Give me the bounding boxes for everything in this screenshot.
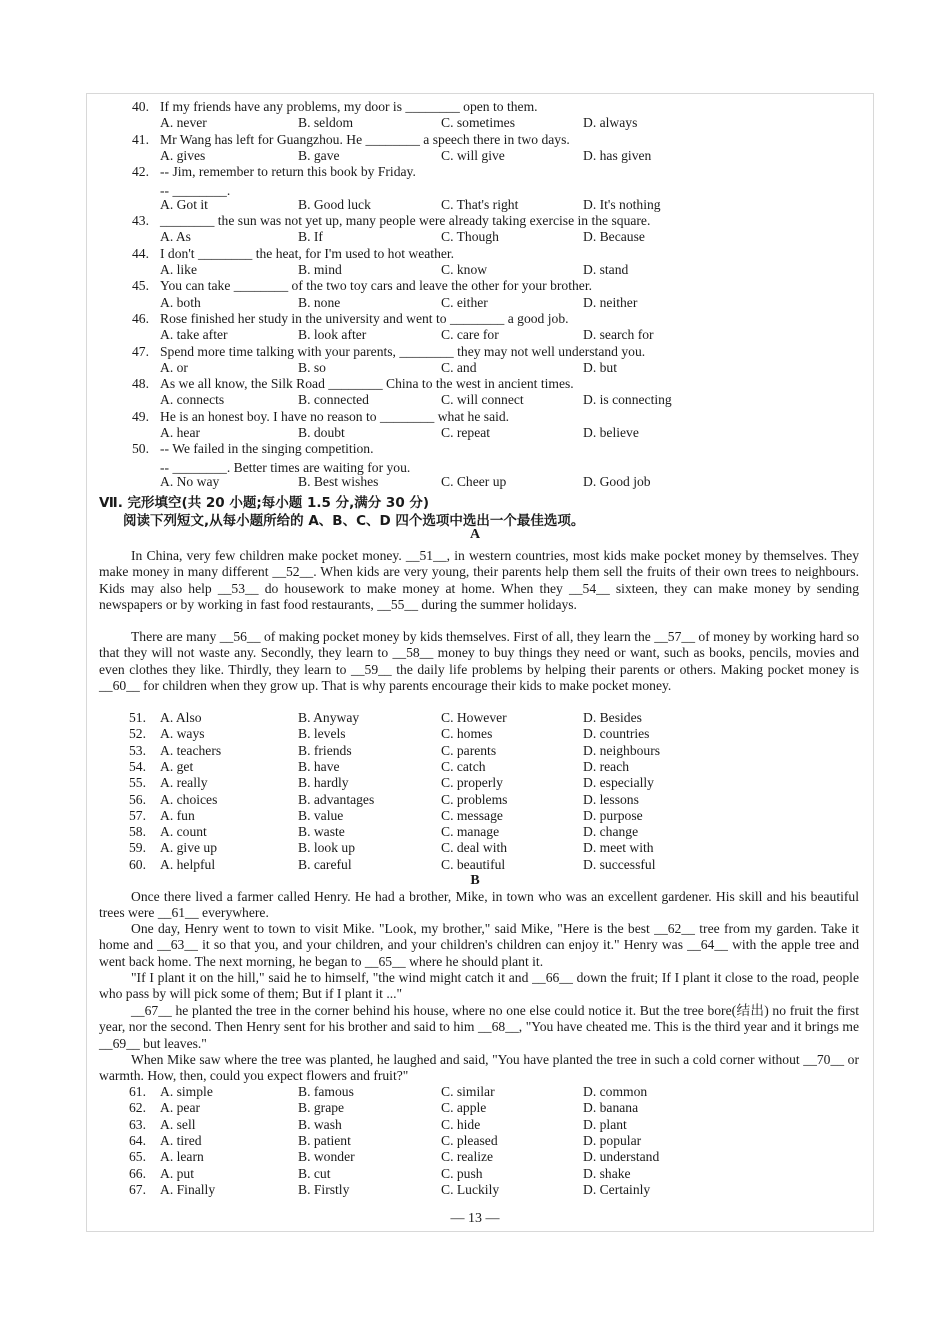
answer-option: C. know [441,262,488,277]
option-number: 53. [129,742,146,758]
answer-option: C. repeat [441,425,491,440]
answer-option: D. Because [583,229,645,245]
question-number: 45. [132,278,149,294]
answer-option: D. Besides [583,710,642,725]
answer-option: A. As [160,229,191,245]
page-number: — 13 — [450,1211,500,1226]
answer-option: C. hide [441,1116,481,1132]
answer-option: D. meet with [583,840,654,856]
answer-option: B. grape [298,1100,345,1116]
question-number: 41. [132,131,149,147]
answer-option: C. However [441,710,507,725]
question-number: 43. [132,213,149,229]
answer-option: B. Firstly [298,1181,350,1197]
answer-option: C. Cheer up [441,473,507,489]
answer-option: C. catch [441,758,486,774]
answer-option: A. get [160,758,194,774]
answer-option: D. shake [583,1165,631,1181]
answer-option: C. pleased [441,1132,498,1148]
answer-option: A. never [160,115,207,131]
answer-option: D. especially [583,775,654,791]
answer-option: A. count [160,824,207,840]
answer-option: C. properly [441,775,503,791]
passage-a-paragraph-2: There are many __56__ of making pocket money by kids themselves. First of all, they learn the __57__ of money by working hard so that they will not waste any. Secondly, they learn to __58__ money to buy things they need or want, such as books, pencils, movies and even clothes they like. Thirdly, they learn to __59__ the daily life problems by helping their parents or others. Making pocket money is __60__ for children when they grow up. That is why parents encourage their kids to make pocket money. [99,629,859,693]
answer-option: A. fun [160,807,195,823]
answer-option: B. wash [298,1116,342,1132]
answer-option: B. value [298,807,344,823]
option-number: 60. [129,856,146,872]
answer-option: D. common [583,1084,648,1099]
answer-option: A. Also [160,710,202,725]
section-title: Ⅶ. 完形填空(共 20 小题;每小题 1.5 分,满分 30 分) [99,495,430,511]
passage-a-label: A [469,527,481,542]
option-number: 54. [129,758,146,774]
answer-option: B. none [298,294,341,310]
answer-option: C. either [441,294,488,310]
answer-option: D. reach [583,758,630,774]
option-number: 51. [129,710,146,725]
option-number: 56. [129,791,146,807]
answer-option: B. look after [298,327,367,343]
answer-option: B. levels [298,726,346,742]
option-number: 64. [129,1132,146,1148]
option-number: 63. [129,1116,146,1132]
answer-option: A. give up [160,840,218,856]
passage-b-paragraph-5: When Mike saw where the tree was planted, he laughed and said, "You have planted the tree in such a cold corner without __70__ or warmth. How, then, could you expect flowers and fruit?" [99,1052,859,1084]
option-number: 65. [129,1149,146,1165]
passage-b-label: B [470,873,480,888]
answer-option: A. No way [160,473,220,489]
answer-option: D. neighbours [583,742,661,758]
answer-option: A. Got it [160,196,208,212]
answer-option: B. patient [298,1132,351,1148]
answer-option: A. sell [160,1116,196,1132]
answer-option: A. gives [160,147,206,163]
answer-option: A. Finally [160,1181,216,1197]
answer-option: D. understand [583,1149,660,1165]
answer-option: B. seldom [298,115,354,131]
option-number: 61. [129,1084,146,1099]
passage-b-paragraph-1: Once there lived a farmer called Henry. He had a brother, Mike, in town who was an excellent gardener. His skill and his beautiful trees were __61__ everywhere. [99,889,859,921]
question-stem: You can take ________ of the two toy cars and leave the other for your brother. [160,278,592,294]
option-number: 66. [129,1165,146,1181]
answer-option: D. neither [583,294,638,310]
answer-option: D. believe [583,425,639,440]
option-number: 62. [129,1100,146,1116]
answer-option: B. gave [298,147,340,163]
answer-option: D. change [583,824,639,840]
answer-option: A. like [160,262,197,277]
answer-option: A. simple [160,1084,213,1099]
option-number: 52. [129,726,146,742]
answer-option: D. is connecting [583,392,672,408]
answer-option: C. deal with [441,840,508,856]
answer-option: B. connected [298,392,369,408]
answer-option: B. hardly [298,775,349,791]
option-number: 57. [129,807,146,823]
answer-option: B. so [298,359,326,375]
question-stem-reply: -- ________. Better times are waiting for you. [160,459,411,475]
answer-option: C. parents [441,742,497,758]
answer-option: B. waste [298,824,345,840]
answer-option: D. search for [583,327,654,343]
answer-option: D. popular [583,1132,642,1148]
answer-option: B. famous [298,1084,354,1099]
answer-option: C. beautiful [441,856,506,872]
question-stem-reply: -- ________. [160,182,231,198]
question-stem: ________ the sun was not yet up, many people were already taking exercise in the square. [160,213,651,229]
answer-option: B. careful [298,856,352,872]
question-stem: I don't ________ the heat, for I'm used to hot weather. [160,245,455,261]
question-number: 46. [132,310,149,326]
question-number: 40. [132,99,149,114]
answer-option: C. homes [441,726,493,742]
passage-b-paragraph-3: "If I plant it on the hill," said he to himself, "the wind might catch it and __66__ down the fruit; If I plant it close to the road, people who pass by will pick some of them; But if I plant it ..." [99,970,859,1002]
answer-option: D. successful [583,856,656,872]
answer-option: C. care for [441,327,499,343]
answer-option: A. or [160,359,188,375]
answer-option: A. helpful [160,856,216,872]
answer-option: B. wonder [298,1149,355,1165]
answer-option: A. put [160,1165,194,1181]
answer-option: C. will connect [441,392,524,408]
answer-option: C. That's right [441,196,519,212]
answer-option: B. advantages [298,791,375,807]
answer-option: A. pear [160,1100,201,1116]
option-number: 58. [129,824,146,840]
answer-option: C. sometimes [441,115,516,131]
question-stem: -- Jim, remember to return this book by Friday. [160,164,416,180]
answer-option: A. both [160,294,201,310]
answer-option: D. purpose [583,807,643,823]
option-number: 67. [129,1181,146,1197]
answer-option: B. If [298,229,323,245]
passage-b-paragraph-2: One day, Henry went to town to visit Mike. "Look, my brother," said Mike, "Here is the best __62__ tree from my garden. Take it home and __63__ it so that you, and your children, and your children's children can enjoy it." Henry was __64__ with the apple tree and went back home. The next morning, he began to __65__ where he should plant it. [99,921,859,969]
answer-option: A. connects [160,392,225,408]
passage-a-paragraph-1: In China, very few children make pocket money. __51__, in western countries, most kids make pocket money by themselves. They make money in many different __52__. When kids are very young, their parents help them sell the fruits of their own trees to neighbours. Kids may also help __53__ do housework to make money at home. When they __54__ sixteen, they can make money by sending newspapers or by working in fast food restaurants, __55__ during the summer holidays. [99,548,859,612]
answer-option: D. plant [583,1116,627,1132]
answer-option: B. friends [298,742,352,758]
answer-option: C. push [441,1165,483,1181]
answer-option: D. Good job [583,473,651,489]
answer-option: C. and [441,359,477,375]
answer-option: A. hear [160,425,201,440]
answer-option: D. banana [583,1100,639,1116]
answer-option: C. problems [441,791,508,807]
answer-option: C. Luckily [441,1181,500,1197]
section-instruction: 阅读下列短文,从每小题所给的 A、B、C、D 四个选项中选出一个最佳选项。 [123,513,585,529]
answer-option: C. message [441,807,503,823]
question-stem: He is an honest boy. I have no reason to ________ what he said. [160,408,510,424]
answer-option: D. Certainly [583,1181,651,1197]
answer-option: C. manage [441,824,500,840]
answer-option: D. It's nothing [583,196,661,212]
passage-b-paragraph-4: __67__ he planted the tree in the corner behind his house, where no one else could notice it. But the tree bore(结出) no fruit the first year, nor the second. Then Henry sent for his brother and said to him __68__, "You have cheated me. This is the third year and it brings me __69__ but leaves." [99,1003,859,1051]
answer-option: A. tired [160,1132,202,1148]
option-number: 59. [129,840,146,856]
answer-option: C. will give [441,147,505,163]
answer-option: B. cut [298,1165,331,1181]
question-stem: As we all know, the Silk Road ________ China to the west in ancient times. [160,376,574,392]
option-number: 55. [129,775,146,791]
question-stem: Rose finished her study in the university and went to ________ a good job. [160,310,569,326]
answer-option: A. really [160,775,208,791]
answer-option: D. countries [583,726,650,742]
question-number: 49. [132,408,149,424]
question-stem: Spend more time talking with your parents, ________ they may not well understand you. [160,343,646,359]
answer-option: A. learn [160,1149,204,1165]
answer-option: D. stand [583,262,629,277]
answer-option: A. choices [160,791,218,807]
answer-option: C. similar [441,1084,495,1099]
answer-option: B. mind [298,262,342,277]
question-number: 50. [132,441,149,457]
answer-option: D. lessons [583,791,639,807]
answer-option: D. has given [583,147,652,163]
answer-option: D. always [583,115,638,131]
question-number: 42. [132,164,149,180]
answer-option: B. Best wishes [298,473,379,489]
answer-option: A. teachers [160,742,222,758]
answer-option: B. doubt [298,425,345,440]
question-number: 44. [132,245,149,261]
answer-option: B. look up [298,840,356,856]
answer-option: D. but [583,359,617,375]
answer-option: C. apple [441,1100,487,1116]
answer-option: B. have [298,758,340,774]
answer-option: A. take after [160,327,228,343]
answer-option: B. Anyway [298,710,360,725]
question-stem: Mr Wang has left for Guangzhou. He ________ a speech there in two days. [160,131,570,147]
question-stem: If my friends have any problems, my door is ________ open to them. [160,99,538,114]
answer-option: C. realize [441,1149,494,1165]
question-number: 47. [132,343,149,359]
answer-option: B. Good luck [298,196,371,212]
answer-option: C. Though [441,229,499,245]
question-stem: -- We failed in the singing competition. [160,441,374,457]
answer-option: A. ways [160,726,205,742]
question-number: 48. [132,376,149,392]
